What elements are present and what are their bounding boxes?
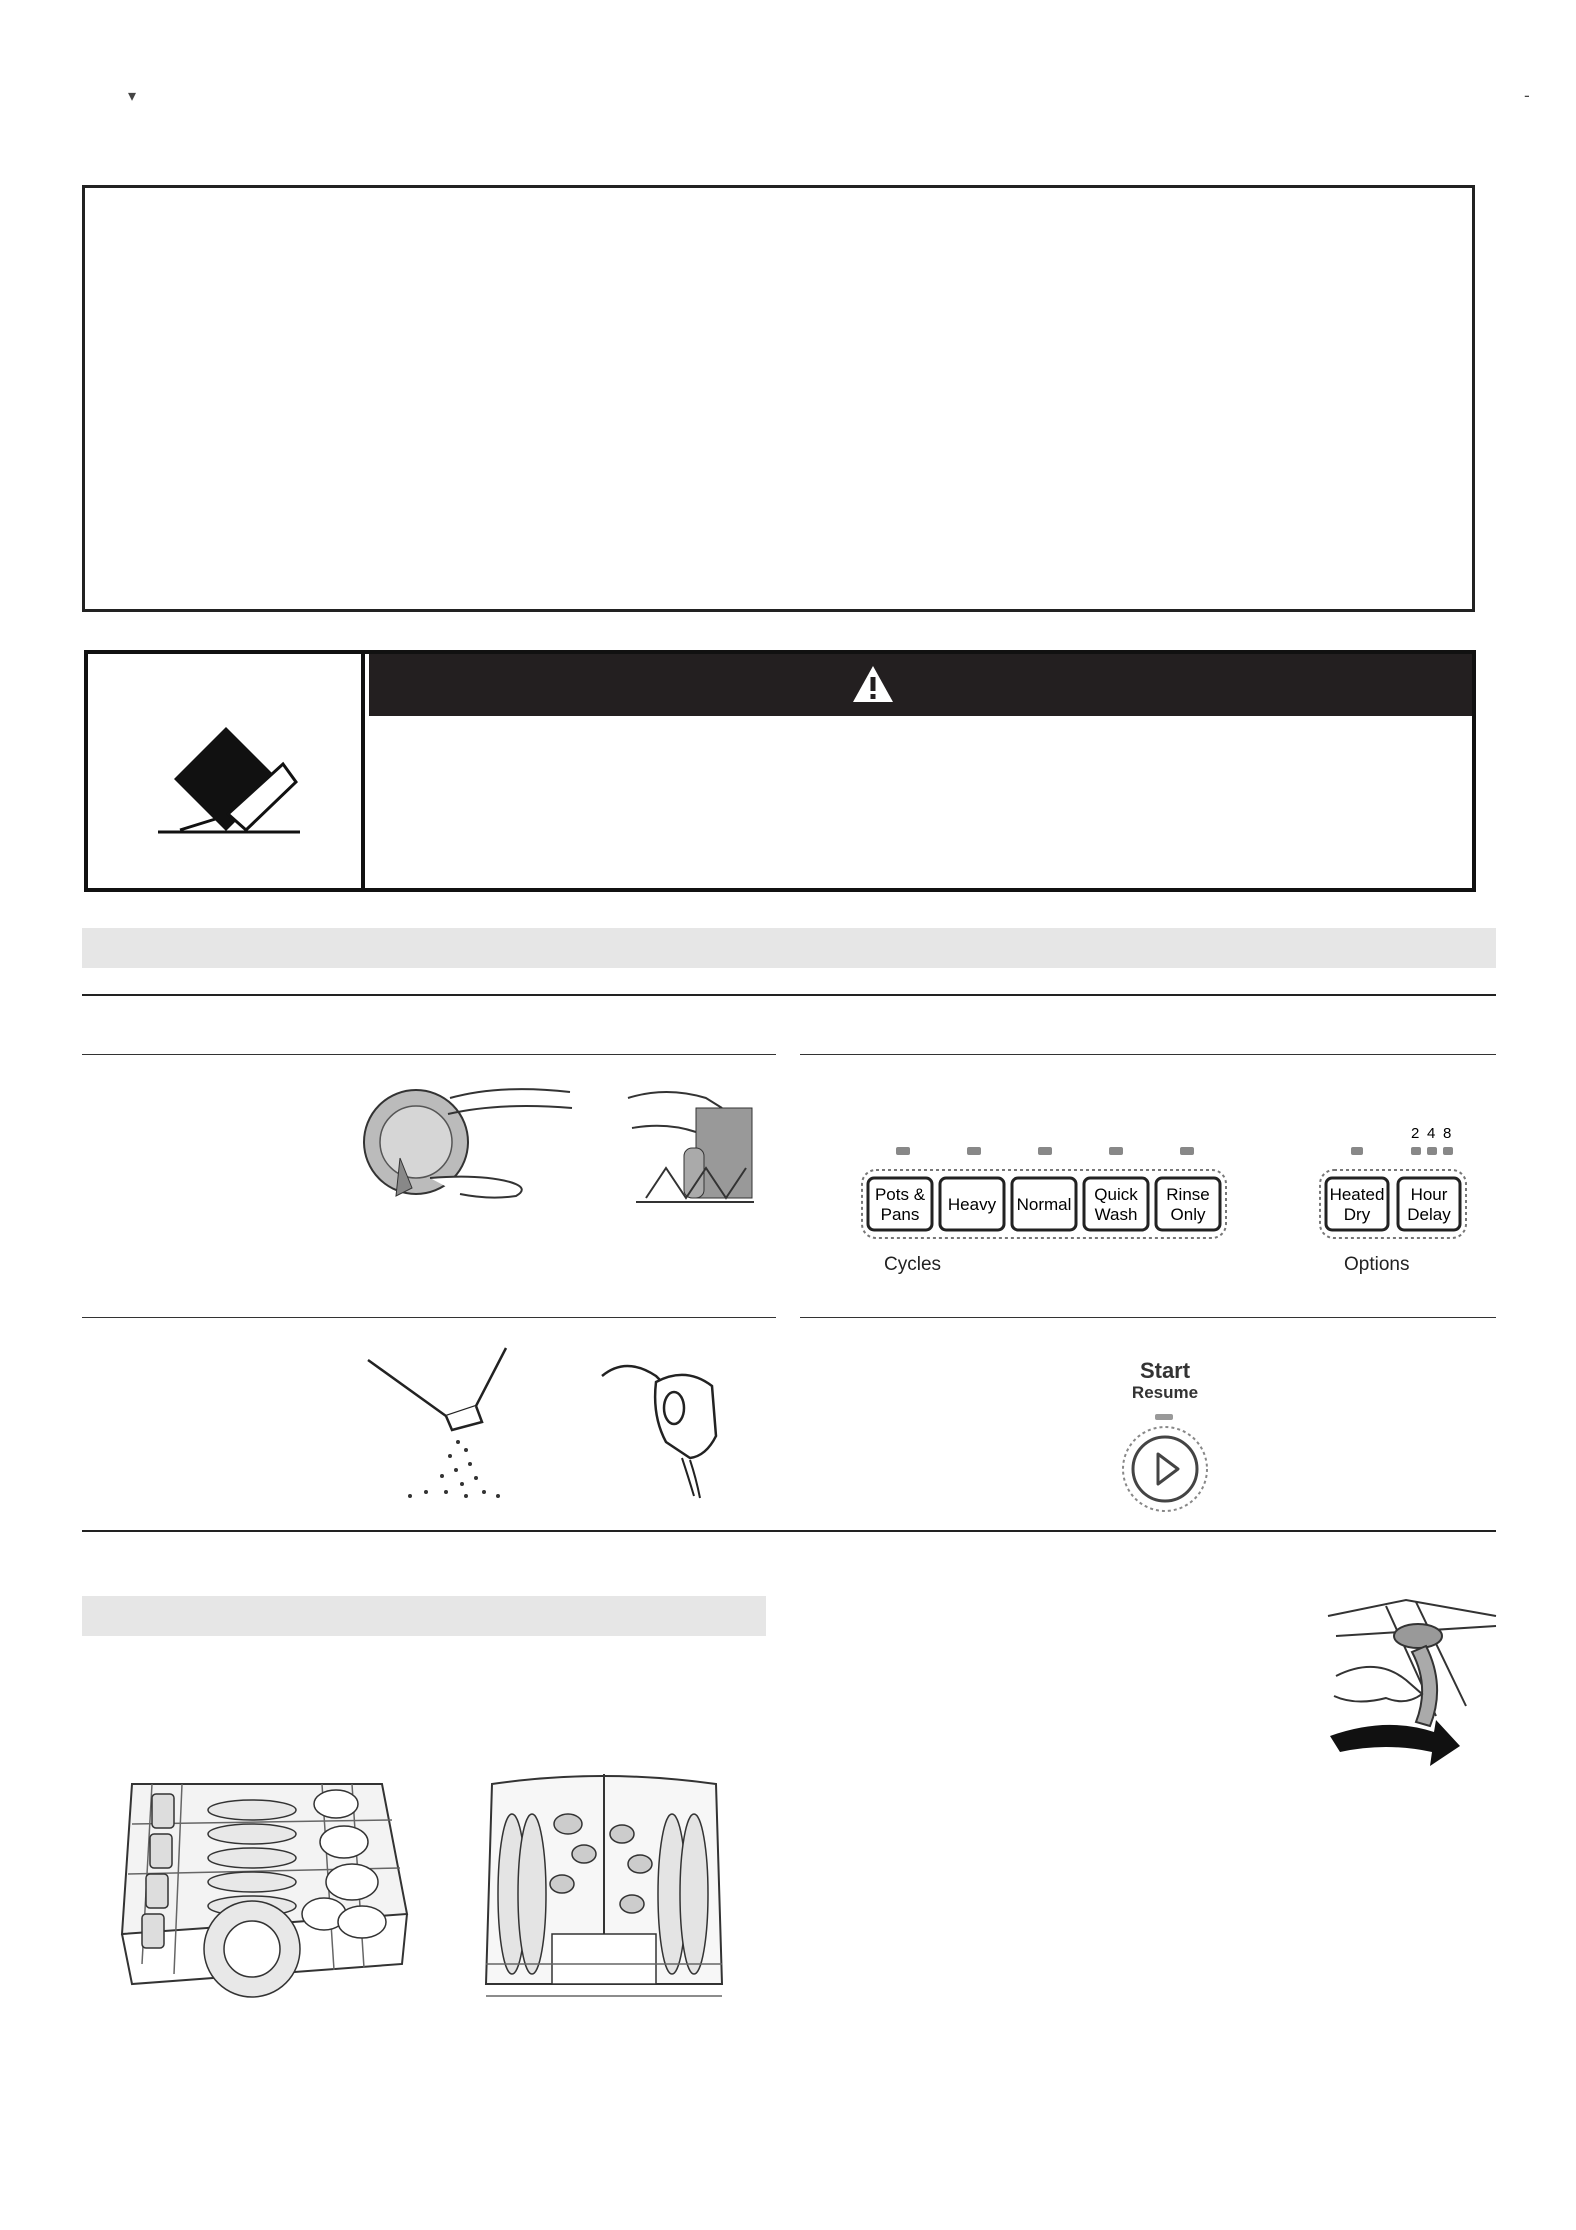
warning-triangle-icon — [851, 664, 895, 704]
corner-mark-right: - — [1524, 86, 1530, 105]
lower-rack-illustration — [112, 1764, 412, 2028]
start-label: Start — [1139, 1358, 1191, 1383]
pots-pans-light — [896, 1147, 910, 1155]
heated-dry-light — [1351, 1147, 1363, 1155]
upper-rack-illustration — [472, 1764, 736, 2028]
svg-text:Dry: Dry — [1343, 1205, 1371, 1224]
cycles-label: Cycles — [884, 1254, 942, 1275]
spray-arm-illustration — [1326, 1596, 1498, 1770]
quick-wash-button[interactable] — [1084, 1178, 1148, 1230]
divider — [82, 1054, 776, 1055]
normal-light — [1038, 1147, 1052, 1155]
svg-text:Normal: Normal — [1016, 1195, 1072, 1214]
divider — [82, 1530, 1496, 1532]
section-header-band — [82, 928, 1496, 968]
tip-over-icon — [88, 654, 358, 888]
delay-8-label: 8 — [1443, 1125, 1452, 1142]
info-box — [82, 185, 1475, 612]
delay-4-light — [1427, 1147, 1437, 1155]
rinse-only-button[interactable] — [1156, 1178, 1220, 1230]
svg-text:Only: Only — [1170, 1205, 1206, 1224]
hour-delay-button[interactable] — [1398, 1178, 1460, 1230]
subsection-header-band — [82, 1596, 766, 1636]
warning-header-bar — [369, 654, 1472, 716]
heavy-light — [967, 1147, 981, 1155]
start-resume-button[interactable] — [1120, 1424, 1210, 1514]
warning-symbol-panel — [88, 654, 365, 888]
svg-text:Hour: Hour — [1410, 1185, 1448, 1204]
scrape-plate-illustration — [360, 1078, 576, 1218]
svg-text:Delay: Delay — [1407, 1205, 1451, 1224]
start-indicator-light — [1155, 1414, 1173, 1420]
divider — [82, 1317, 776, 1318]
heated-dry-button[interactable] — [1326, 1178, 1388, 1230]
load-dishes-illustration — [626, 1078, 756, 1210]
delay-8-light — [1443, 1147, 1453, 1155]
svg-text:Pots &: Pots & — [874, 1185, 926, 1204]
svg-text:Pans: Pans — [880, 1205, 920, 1224]
delay-2-light — [1411, 1147, 1421, 1155]
delay-4-label: 4 — [1427, 1125, 1436, 1142]
svg-text:Wash: Wash — [1094, 1205, 1138, 1224]
delay-2-label: 2 — [1411, 1125, 1420, 1142]
corner-mark-left: ▾ — [128, 86, 137, 105]
control-panel — [856, 1120, 1476, 1280]
svg-text:Rinse: Rinse — [1166, 1185, 1210, 1204]
svg-text:Quick: Quick — [1094, 1185, 1138, 1204]
rinse-only-light — [1180, 1147, 1194, 1155]
svg-text:Heavy: Heavy — [947, 1195, 997, 1214]
heavy-button[interactable] — [940, 1178, 1004, 1230]
divider — [800, 1317, 1496, 1318]
options-label: Options — [1344, 1254, 1410, 1275]
pots-pans-button[interactable] — [868, 1178, 932, 1230]
svg-text:Heated: Heated — [1329, 1185, 1385, 1204]
pour-detergent-illustration — [366, 1346, 518, 1506]
squeeze-detergent-illustration — [596, 1346, 726, 1506]
divider — [82, 994, 1496, 996]
quick-wash-light — [1109, 1147, 1123, 1155]
divider — [800, 1054, 1496, 1055]
warning-block — [84, 650, 1476, 892]
normal-button[interactable] — [1012, 1178, 1076, 1230]
resume-label: Resume — [1131, 1383, 1199, 1402]
